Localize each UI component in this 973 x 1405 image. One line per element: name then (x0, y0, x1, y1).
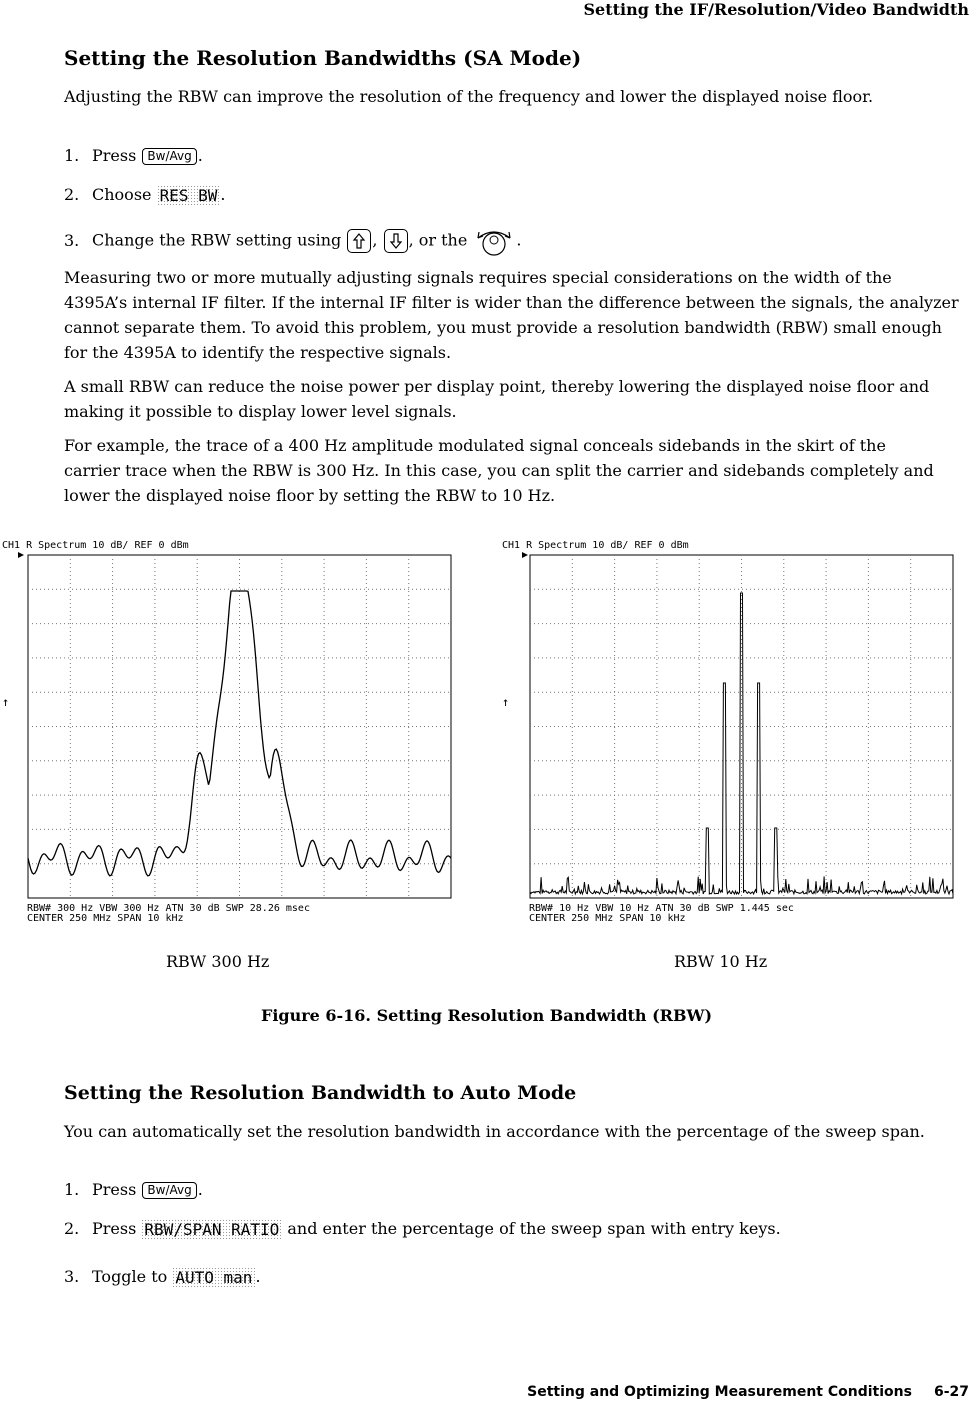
step-number: 3. (64, 1267, 80, 1286)
sub-caption-right: RBW 10 Hz (674, 952, 768, 971)
paragraph-example: For example, the trace of a 400 Hz amplitude modulated signal conceals sidebands in the skirt of the carrier trace when the RBW is 300 Hz. In this case, you can split the carrier and sidebands completely and lower the displayed noise floor by setting the RBW to 10 Hz. (64, 436, 934, 505)
spectrum-chart-rbw-10hz (502, 535, 972, 927)
sub-caption-left: RBW 300 Hz (166, 952, 270, 971)
step-punct: . (197, 1180, 203, 1199)
grid-right (530, 555, 953, 898)
step-text: Toggle to (92, 1267, 168, 1286)
section-title-auto: Setting the Resolution Bandwidth to Auto Mode (64, 1082, 577, 1104)
page-number: 6-27 (933, 1384, 969, 1400)
running-header: Setting the IF/Resolution/Video Bandwidth (583, 0, 969, 19)
bw-avg-hardkey[interactable]: Bw/Avg (142, 1182, 196, 1199)
ref-marker: ↑ (2, 695, 10, 709)
step-number: 1. (64, 1180, 80, 1199)
step-2 (64, 1219, 781, 1240)
figure-caption: Figure 6-16. Setting Resolution Bandwidth (RBW) (260, 1006, 713, 1025)
step-number: 2. (64, 1219, 80, 1238)
intro-paragraph-auto: You can automatically set the resolution bandwidth in accordance with the percentage of the sweep span. (64, 1122, 925, 1141)
step-number: 1. (64, 146, 80, 165)
step-text: Press (92, 1180, 137, 1199)
chart-bottom-line2: CENTER 250 MHz SPAN 10 kHz (529, 913, 686, 924)
spectrum-plot-right (502, 535, 972, 927)
step-3 (64, 1267, 261, 1288)
step-punct: , (372, 230, 378, 250)
step-text: Press (92, 146, 137, 165)
chart-top-label: CH1 R Spectrum 10 dB/ REF 0 dBm (502, 540, 689, 551)
page-footer (527, 1384, 969, 1400)
ref-marker: ↑ (502, 695, 510, 709)
step-1 (64, 1180, 203, 1199)
step-3 (64, 228, 522, 254)
step-punct: . (255, 1267, 261, 1286)
spectrum-plot-left (0, 535, 470, 927)
step-number: 2. (64, 185, 80, 204)
step-down-key-icon[interactable] (384, 229, 408, 253)
step-punct: . (220, 185, 226, 204)
step-text: Press (92, 1219, 137, 1238)
step-text: and enter the percentage of the sweep span with entry keys. (287, 1219, 781, 1238)
chart-bottom-line2: CENTER 250 MHz SPAN 10 kHz (27, 913, 184, 924)
step-text: Change the RBW setting using (92, 230, 342, 250)
step-text: Choose (92, 185, 152, 204)
footer-text: Setting and Optimizing Measurement Conditions (527, 1384, 912, 1400)
rotary-knob-icon[interactable] (472, 228, 516, 254)
chart-bottom-line1: RBW# 300 Hz VBW 300 Hz ATN 30 dB SWP 28.26 msec (27, 903, 310, 914)
section-title-rbw: Setting the Resolution Bandwidths (SA Mode) (64, 46, 582, 70)
bw-avg-hardkey[interactable]: Bw/Avg (142, 148, 196, 165)
step-punct: . (197, 146, 203, 165)
step-punct: . (516, 230, 522, 250)
step-up-key-icon[interactable] (347, 229, 371, 253)
intro-paragraph: Adjusting the RBW can improve the resolution of the frequency and lower the displayed noise floor. (64, 87, 874, 106)
chart-bottom-line1: RBW# 10 Hz VBW 10 Hz ATN 30 dB SWP 1.445 sec (529, 903, 794, 914)
trace-left (28, 591, 451, 876)
chart-top-label: CH1 R Spectrum 10 dB/ REF 0 dBm (2, 540, 189, 551)
step-punct: , or the (408, 230, 468, 250)
rbw-span-ratio-softkey[interactable]: RBW/SPAN RATIO (141, 1219, 282, 1240)
paragraph-filter-width: Measuring two or more mutually adjusting signals requires special considerations on the width of the 4395A’s internal IF filter. If the internal IF filter is wider than the difference between the signals, the analyzer cannot separate them. To avoid this problem, you must provide a resolution bandwidth (RBW) small enough for the 4395A to identify the respective signals. (64, 268, 959, 362)
auto-man-softkey[interactable]: AUTO man (172, 1267, 255, 1288)
step-number: 3. (64, 230, 80, 250)
step-1 (64, 146, 203, 165)
grid-left (28, 555, 451, 898)
step-2 (64, 185, 225, 206)
res-bw-softkey[interactable]: RES BW (157, 185, 221, 206)
spectrum-chart-rbw-300hz (0, 535, 470, 927)
paragraph-noise-floor: A small RBW can reduce the noise power per display point, thereby lowering the displayed noise floor and making it possible to display lower level signals. (64, 377, 930, 421)
